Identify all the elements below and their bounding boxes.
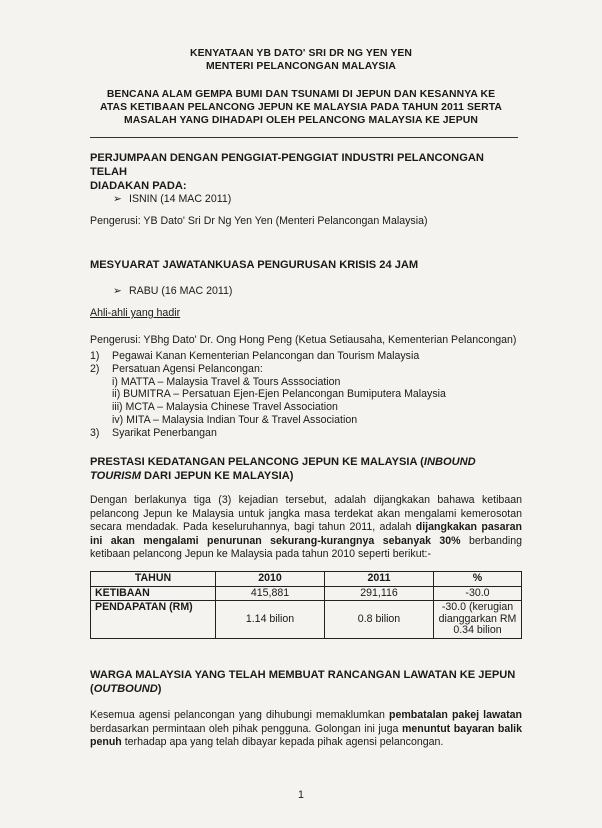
title-line-2: ATAS KETIBAAN PELANCONG JEPUN KE MALAYSIA PADA TAHUN 2011 SERTA <box>100 102 502 113</box>
section-heading-crisis-committee: MESYUARAT JAWATANKUASA PENGURUSAN KRISIS 24 JAM <box>90 259 419 271</box>
meeting-date: ISNIN (14 MAC 2011) <box>129 193 232 205</box>
arrivals-table <box>90 571 522 639</box>
bullet-date-2 <box>113 285 232 298</box>
table-row <box>91 601 522 639</box>
section-heading-inbound: PRESTASI KEDATANGAN PELANCONG JEPUN KE MALAYSIA (INBOUND TOURISM DARI JEPUN KE MALAYSIA) <box>90 456 476 482</box>
table-header-cell: TAHUN <box>91 572 216 587</box>
committee-date: RABU (16 MAC 2011) <box>129 285 233 297</box>
section-heading-line-1: PERJUMPAAN DENGAN PENGGIAT-PENGGIAT INDUSTRI PELANCONGAN TELAH <box>90 152 484 178</box>
list-item: iv) MITA – Malaysia Indian Tour & Travel Association <box>112 413 358 426</box>
list-item: ii) BUMITRA – Persatuan Ejen-Ejen Pelancongan Bumiputera Malaysia <box>112 388 446 401</box>
table-cell: KETIBAAN <box>91 586 216 601</box>
table-cell: 1.14 bilion <box>216 601 325 639</box>
bullet-date-1 <box>113 193 231 206</box>
arrow-bullet-icon: ➢ <box>113 285 122 297</box>
outbound-paragraph: Kesemua agensi pelancongan yang dihubungi memaklumkan pembatalan pakej lawatan berdasarkan permintaan oleh pihak pengguna. Golongan ini juga menuntut bayaran balik penuh terhadap apa yang telah dibayar kepada pihak agensi pelancongan. <box>90 709 522 748</box>
table-cell: 415,881 <box>216 586 325 601</box>
table-header-cell: 2011 <box>325 572 434 587</box>
inbound-paragraph: Dengan berlakunya tiga (3) kejadian tersebut, adalah dijangkakan bahawa ketibaan pelancong Jepun ke Malaysia untuk jangka masa terdekat akan mengalami kemerosotan secara mendadak. Pada keseluruhannya, bagi tahun 2011, adalah dijangkakan pasaran ini akan mengalami penurunan sekurang-kurangnya sebanyak 30% berbanding ketibaan pelancong Jepun ke Malaysia pada tahun 2010 seperti berikut:- <box>90 494 522 560</box>
table-cell: PENDAPATAN (RM) <box>91 601 216 639</box>
members-label: Ahli-ahli yang hadir <box>90 307 181 319</box>
table-cell: -30.0 (kerugian dianggarkan RM 0.34 bilion <box>434 601 522 639</box>
horizontal-divider <box>90 137 518 138</box>
title-line-1: BENCANA ALAM GEMPA BUMI DAN TSUNAMI DI JEPUN DAN KESANNYA KE <box>106 89 496 100</box>
section-heading-meeting <box>90 151 520 193</box>
page-number: 1 <box>298 789 304 801</box>
list-item: 2) Persatuan Agensi Pelancongan: <box>90 362 263 375</box>
table-cell: 291,116 <box>325 586 434 601</box>
meeting-chair: Pengerusi: YB Dato' Sri Dr Ng Yen Yen (Menteri Pelancongan Malaysia) <box>90 215 428 227</box>
table-row <box>91 586 522 601</box>
table-header-row <box>91 572 522 587</box>
table-cell: -30.0 <box>434 586 522 601</box>
title-line-3: MASALAH YANG DIHADAPI OLEH PELANCONG MALAYSIA KE JEPUN <box>124 115 478 126</box>
list-item: iii) MCTA – Malaysia Chinese Travel Association <box>112 401 338 414</box>
document-title <box>0 88 602 127</box>
section-heading-outbound: WARGA MALAYSIA YANG TELAH MEMBUAT RANCANGAN LAWATAN KE JEPUN (OUTBOUND) <box>90 669 516 695</box>
arrow-bullet-icon: ➢ <box>113 193 122 205</box>
members-list <box>90 350 530 440</box>
table-header-cell: % <box>434 572 522 587</box>
committee-chair: Pengerusi: YBhg Dato' Dr. Ong Hong Peng (Ketua Setiausaha, Kementerian Pelancongan) <box>90 334 517 346</box>
header-line-2: MENTERI PELANCONGAN MALAYSIA <box>205 61 397 72</box>
header-line-1: KENYATAAN YB DATO' SRI DR NG YEN YEN <box>189 48 412 59</box>
table-cell: 0.8 bilion <box>325 601 434 639</box>
list-item: 1) Pegawai Kanan Kementerian Pelancongan dan Tourism Malaysia <box>90 350 420 362</box>
statement-header <box>0 47 602 73</box>
section-heading-line-2: DIADAKAN PADA: <box>90 180 187 192</box>
list-item: i) MATTA – Malaysia Travel & Tours Asssociation <box>112 375 341 388</box>
list-item: 3) Syarikat Penerbangan <box>90 426 217 439</box>
table-header-cell: 2010 <box>216 572 325 587</box>
